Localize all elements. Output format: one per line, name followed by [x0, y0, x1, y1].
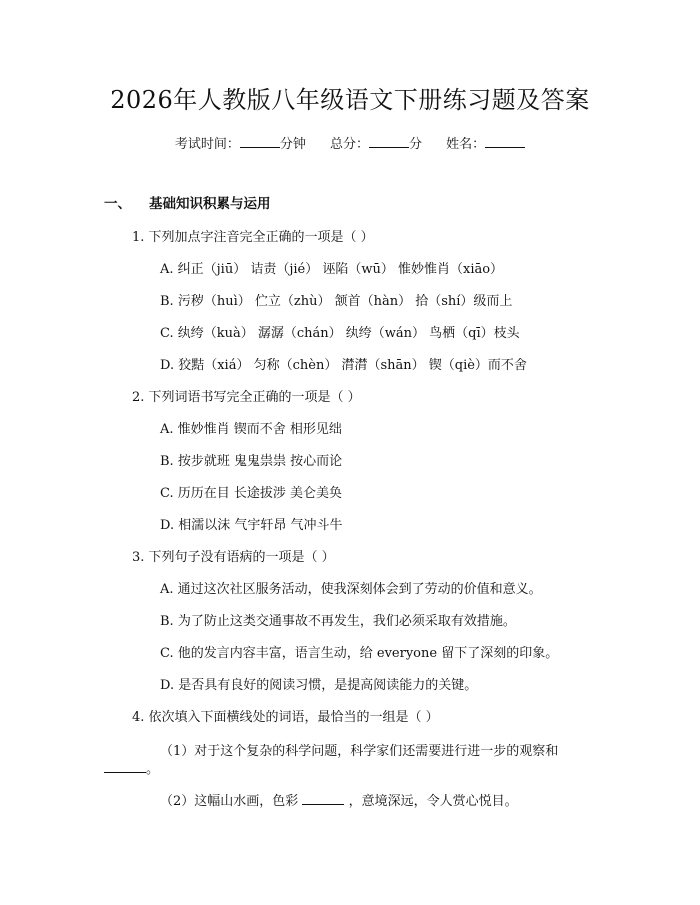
question-2-option-b: B. 按步就班 鬼鬼祟祟 按心而论 [160, 454, 343, 469]
time-unit: 分钟 [279, 137, 306, 152]
score-unit: 分 [409, 137, 423, 152]
question-4-sub-2 [160, 790, 518, 809]
name-label: 姓名： [446, 137, 486, 152]
question-4-blank-2[interactable] [302, 793, 344, 805]
question-1-option-d: D. 狡黠（xiá） 匀称（chèn） 潸潸（shān） 锲（qiè）而不舍 [160, 358, 527, 373]
score-blank[interactable] [369, 136, 409, 148]
exam-info [0, 133, 700, 152]
page-title: 2026年人教版八年级语文下册练习题及答案 [110, 86, 590, 114]
question-3-option-d: D. 是否具有良好的阅读习惯，是提高阅读能力的关键。 [160, 678, 478, 693]
question-1-stem: 1. 下列加点字注音完全正确的一项是（ ） [132, 230, 374, 245]
question-4-blank-1[interactable] [104, 761, 146, 773]
time-blank[interactable] [240, 136, 280, 148]
question-4-sub-1: （1）对于这个复杂的科学问题，科学家们还需要进行进一步的观察和 [160, 744, 559, 759]
question-4-sub-1-continuation [104, 758, 159, 777]
question-4-sub-1-end: 。 [146, 762, 160, 777]
question-4-stem: 4. 依次填入下面横线处的词语，最恰当的一组是（ ） [132, 710, 439, 725]
question-4-sub-2-start: （2）这幅山水画，色彩 [160, 794, 299, 809]
score-label: 总分： [329, 137, 369, 152]
time-label: 考试时间： [174, 137, 240, 152]
question-3-option-a: A. 通过这次社区服务活动，使我深刻体会到了劳动的价值和意义。 [160, 582, 542, 597]
exam-score [330, 137, 426, 152]
question-1-option-b: B. 污秽（huì） 伫立（zhù） 颔首（hàn） 拾（shí）级而上 [160, 294, 513, 309]
question-2-option-a: A. 惟妙惟肖 锲而不舍 相形见绌 [160, 422, 342, 437]
question-2-option-c: C. 历历在目 长途拔涉 美仑美奂 [160, 486, 343, 501]
question-3-option-c: C. 他的发言内容丰富，语言生动，给 everyone 留下了深刻的印象。 [160, 646, 559, 661]
question-3-option-b: B. 为了防止这类交通事故不再发生，我们必须采取有效措施。 [160, 614, 516, 629]
section-heading [104, 192, 271, 212]
question-2-option-d: D. 相濡以沫 气宇轩昂 气冲斗牛 [160, 518, 343, 533]
name-blank[interactable] [485, 136, 525, 148]
section-number: 一、 [104, 196, 131, 212]
question-1-option-a: A. 纠正（jiū） 诘责（jié） 诬陷（wū） 惟妙惟肖（xiāo） [160, 262, 504, 277]
section-title: 基础知识积累与运用 [149, 196, 271, 212]
student-name [446, 137, 525, 152]
question-3-stem: 3. 下列句子没有语病的一项是（ ） [132, 550, 335, 565]
question-2-stem: 2. 下列词语书写完全正确的一项是（ ） [132, 390, 361, 405]
question-4-sub-2-end: ，意境深远，令人赏心悦目。 [348, 794, 518, 809]
question-1-option-c: C. 纨绔（kuà） 潺潺（chán） 纨绔（wán） 鸟栖（qī）枝头 [160, 326, 520, 341]
exam-time [175, 137, 310, 152]
